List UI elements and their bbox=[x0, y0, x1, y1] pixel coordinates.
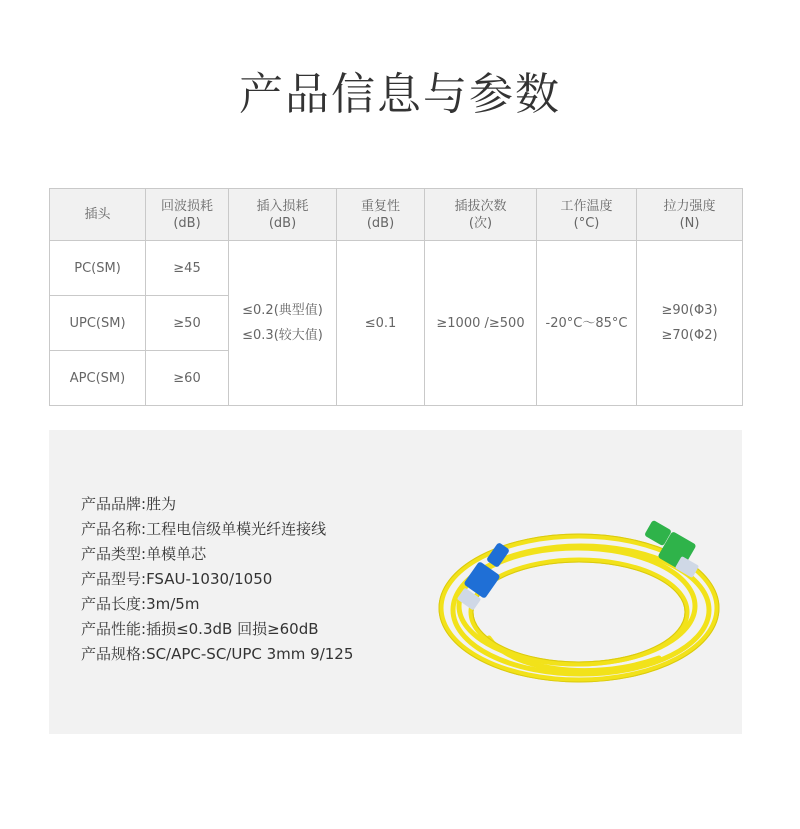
header-plug: 插头 bbox=[50, 189, 146, 241]
spec-table bbox=[49, 188, 743, 406]
info-performance: 产品性能:插损≤0.3dB 回损≥60dB bbox=[81, 620, 319, 638]
tensile-strength-cell: ≥90(Φ3) ≥70(Φ2) bbox=[637, 241, 743, 406]
table-row bbox=[50, 241, 743, 296]
info-name: 产品名称:工程电信级单模光纤连接线 bbox=[81, 520, 327, 538]
page-title: 产品信息与参数 bbox=[239, 69, 561, 120]
header-operating-temp: 工作温度 (°C) bbox=[537, 189, 637, 241]
plug-cell: APC(SM) bbox=[50, 351, 146, 406]
table-header-row bbox=[50, 189, 743, 241]
product-info-list bbox=[81, 492, 353, 667]
header-mating-cycles: 插拔次数 (次) bbox=[425, 189, 537, 241]
insertion-loss-cell: ≤0.2(典型值) ≤0.3(较大值) bbox=[229, 241, 337, 406]
header-insertion-loss: 插入损耗 (dB) bbox=[229, 189, 337, 241]
return-loss-cell: ≥50 bbox=[146, 296, 229, 351]
operating-temp-cell: -20°C～85°C bbox=[537, 241, 637, 406]
info-model: 产品型号:FSAU-1030/1050 bbox=[81, 570, 273, 588]
header-repeatability: 重复性 (dB) bbox=[337, 189, 425, 241]
info-spec: 产品规格:SC/APC-SC/UPC 3mm 9/125 bbox=[81, 645, 354, 663]
repeatability-cell: ≤0.1 bbox=[337, 241, 425, 406]
plug-cell: PC(SM) bbox=[50, 241, 146, 296]
info-brand: 产品品牌:胜为 bbox=[81, 495, 177, 513]
header-tensile-strength: 拉力强度 (N) bbox=[637, 189, 743, 241]
return-loss-cell: ≥45 bbox=[146, 241, 229, 296]
info-length: 产品长度:3m/5m bbox=[81, 595, 200, 613]
info-type: 产品类型:单模单芯 bbox=[81, 545, 207, 563]
fiber-cable-image bbox=[429, 508, 729, 708]
return-loss-cell: ≥60 bbox=[146, 351, 229, 406]
product-panel bbox=[49, 430, 742, 734]
plug-cell: UPC(SM) bbox=[50, 296, 146, 351]
header-return-loss: 回波损耗 (dB) bbox=[146, 189, 229, 241]
mating-cycles-cell: ≥1000 /≥500 bbox=[425, 241, 537, 406]
